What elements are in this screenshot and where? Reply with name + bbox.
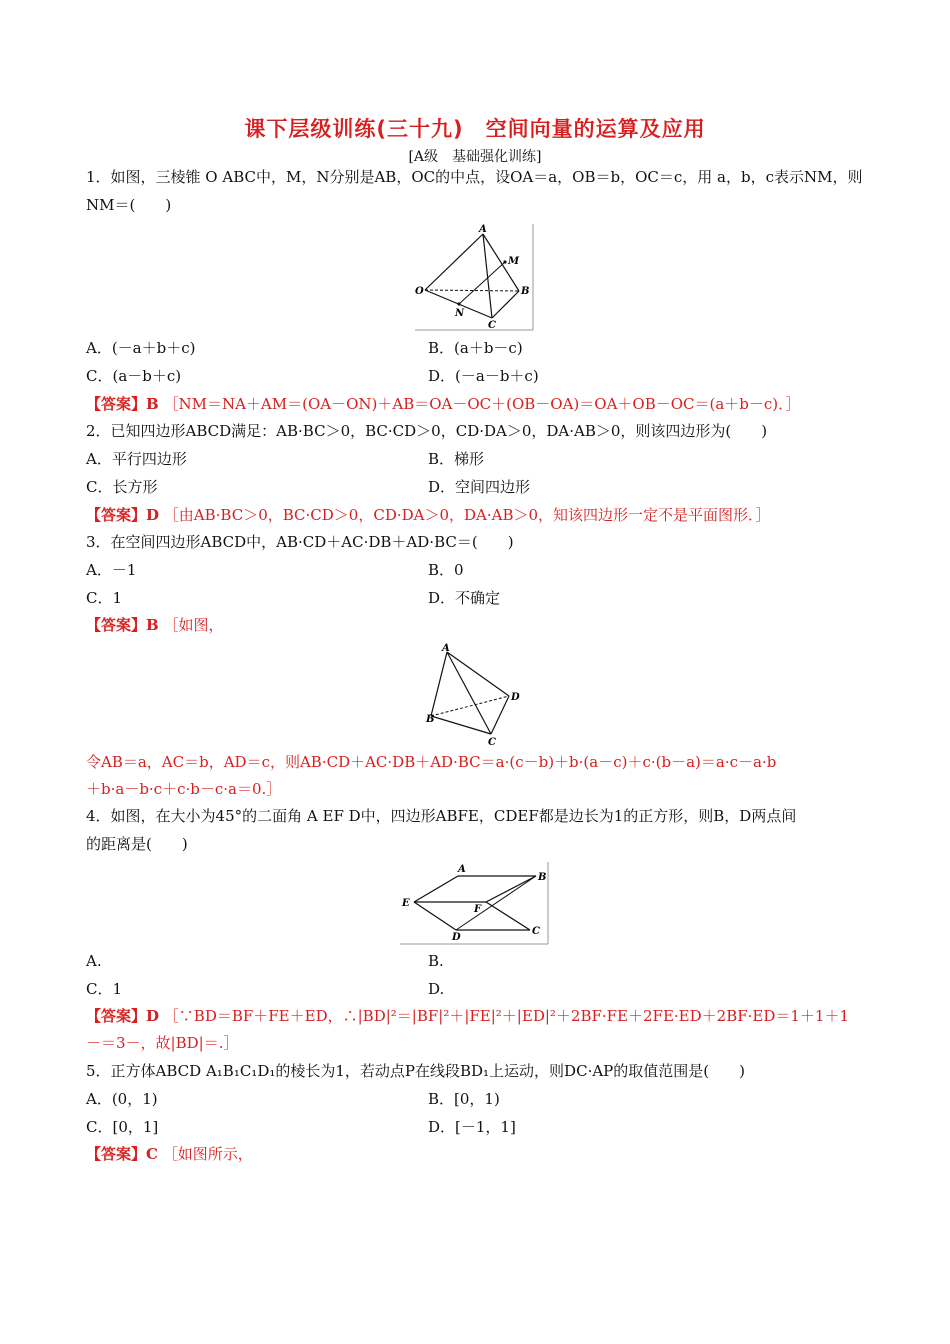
q5-option-d: D．[－1，1] bbox=[428, 1118, 516, 1136]
q1-answer bbox=[86, 394, 801, 414]
q1-stem-line2: NM＝( ) bbox=[86, 196, 172, 214]
q5-answer-text: ［如图所示， bbox=[162, 1145, 253, 1163]
q1-option-c: C．(a－b＋c) bbox=[86, 367, 182, 385]
section-subtitle: [A级 基础强化训练] bbox=[408, 149, 542, 165]
q2-option-c: C．长方形 bbox=[86, 478, 158, 496]
q1-answer-tag: 【答案】B bbox=[86, 395, 159, 413]
q3-fig-label-a: A bbox=[442, 643, 450, 654]
q1-option-d: D．(－a－b＋c) bbox=[428, 367, 539, 385]
q3-tetrahedron-figure bbox=[425, 642, 525, 752]
q3-fig-label-b: B bbox=[426, 714, 435, 725]
q3-option-d: D．不确定 bbox=[428, 589, 501, 607]
q4-fig-label-e: E bbox=[402, 898, 410, 909]
q5-option-c: C．[0，1] bbox=[86, 1118, 159, 1136]
q2-option-a: A．平行四边形 bbox=[86, 450, 187, 468]
q3-answer-line2: ＋b·a－b·c＋c·b－c·a＝0.］ bbox=[86, 780, 282, 798]
q1-stem-line1: 1．如图，三棱锥 O ABC中，M，N分别是AB，OC的中点，设OA＝a，OB＝b，OC＝c，用 a，b，c表示NM，则 bbox=[86, 168, 863, 186]
q4-fig-label-c: C bbox=[532, 926, 540, 937]
q2-stem: 2．已知四边形ABCD满足：AB·BC＞0，BC·CD＞0，CD·DA＞0，DA·AB＞0，则该四边形为( ) bbox=[86, 422, 768, 440]
q1-fig-label-o: O bbox=[415, 286, 424, 297]
q3-option-a: A．－1 bbox=[86, 561, 137, 579]
q2-answer-text: ［由AB·BC＞0，BC·CD＞0，CD·DA＞0，DA·AB＞0，知该四边形一定不是平面图形．］ bbox=[163, 506, 771, 524]
q4-answer bbox=[86, 1006, 849, 1026]
q1-fig-label-n: N bbox=[455, 308, 465, 319]
q1-fig-label-a: A bbox=[479, 224, 487, 235]
q4-stem-line2: 的距离是( ) bbox=[86, 835, 188, 853]
q3-answer-tag: 【答案】B bbox=[86, 616, 159, 634]
q4-fig-label-a: A bbox=[458, 864, 466, 875]
q4-stem-line1: 4．如图，在大小为45°的二面角 A EF D中，四边形ABFE，CDEF都是边长为1的正方形，则B，D两点间 bbox=[86, 807, 797, 825]
q3-option-b: B．0 bbox=[428, 561, 464, 579]
q5-option-b: B．[0，1) bbox=[428, 1090, 500, 1108]
q3-answer-lead bbox=[86, 615, 223, 635]
q4-option-b: B. bbox=[428, 952, 444, 970]
q3-fig-label-d: D bbox=[511, 692, 520, 703]
q4-option-d: D. bbox=[428, 980, 445, 998]
q3-answer-lead-text: ［如图， bbox=[163, 616, 224, 634]
q2-option-d: D．空间四边形 bbox=[428, 478, 531, 496]
q3-option-c: C．1 bbox=[86, 589, 123, 607]
q4-dihedral-figure bbox=[398, 860, 550, 950]
q2-answer bbox=[86, 505, 771, 525]
q1-option-a: A．(－a＋b＋c) bbox=[86, 339, 196, 357]
q3-answer-line1: 令AB＝a，AC＝b，AD＝c，则AB·CD＋AC·DB＋AD·BC＝a·(c－b)＋b·(a－c)＋c·(b－a)＝a·c－a·b bbox=[86, 753, 777, 771]
q1-fig-label-c: C bbox=[488, 320, 496, 331]
q1-option-b: B．(a＋b－c) bbox=[428, 339, 523, 357]
q4-answer-line2: －＝3－，故|BD|＝.］ bbox=[86, 1034, 239, 1052]
q2-option-b: B．梯形 bbox=[428, 450, 485, 468]
q2-answer-tag: 【答案】D bbox=[86, 506, 160, 524]
q4-fig-label-b: B bbox=[538, 872, 547, 883]
q4-answer-tag: 【答案】D bbox=[86, 1007, 160, 1025]
q4-answer-text: ［∵BD＝BF＋FE＋ED，∴|BD|²＝|BF|²＋|FE|²＋|ED|²＋2BF·FE＋2FE·ED＋2BF·ED＝1＋1＋1 bbox=[163, 1007, 850, 1025]
q3-fig-label-c: C bbox=[488, 737, 496, 748]
q5-answer bbox=[86, 1144, 253, 1164]
q5-stem: 5．正方体ABCD A₁B₁C₁D₁的棱长为1，若动点P在线段BD₁上运动，则DC·AP的取值范围是( ) bbox=[86, 1062, 745, 1080]
q3-stem: 3．在空间四边形ABCD中，AB·CD＋AC·DB＋AD·BC＝( ) bbox=[86, 533, 514, 551]
q1-answer-text: ［NM＝NA＋AM＝(OA－ON)＋AB＝OA－OC＋(OB－OA)＝OA＋OB－OC＝(a＋b－c)．］ bbox=[163, 395, 801, 413]
q1-fig-label-b: B bbox=[521, 286, 530, 297]
q4-fig-label-d: D bbox=[452, 932, 461, 943]
q5-answer-tag: 【答案】C bbox=[86, 1145, 158, 1163]
q4-fig-label-f: F bbox=[474, 904, 482, 915]
q5-option-a: A．(0，1) bbox=[86, 1090, 158, 1108]
q1-pyramid-figure bbox=[413, 222, 535, 336]
page-title: 课下层级训练(三十九) 空间向量的运算及应用 bbox=[244, 117, 706, 141]
q1-fig-label-m: M bbox=[508, 256, 520, 267]
q4-option-a: A. bbox=[86, 952, 102, 970]
q4-option-c: C．1 bbox=[86, 980, 123, 998]
